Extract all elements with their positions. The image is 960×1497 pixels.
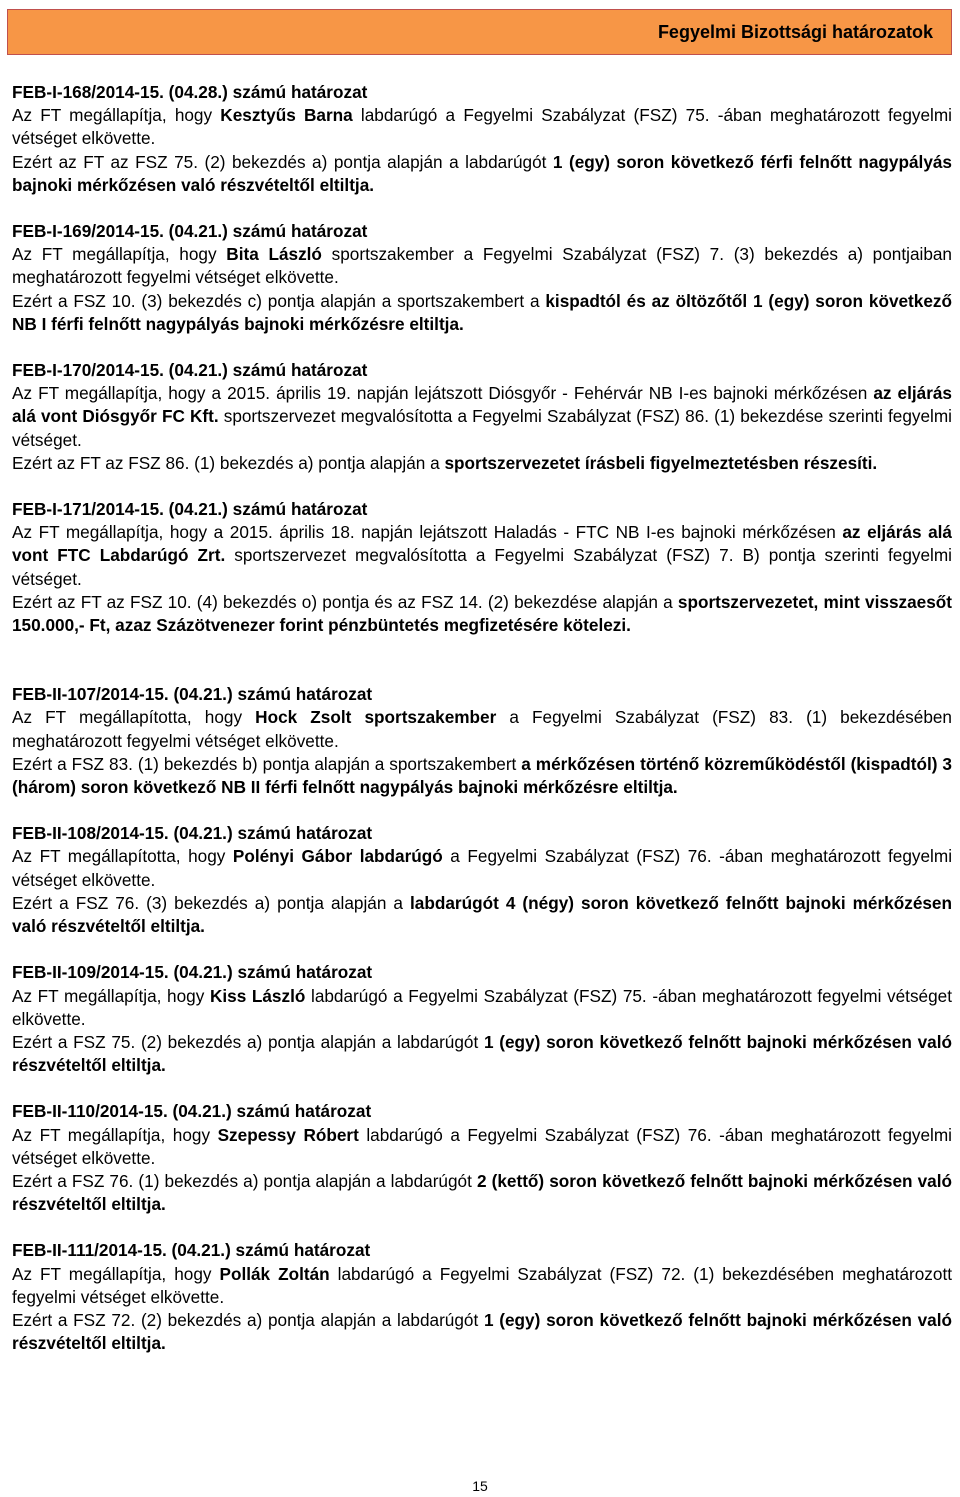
decision-text: Az FT megállapította, hogy xyxy=(12,846,233,867)
page-number: 15 xyxy=(472,1478,488,1494)
decision-text: Ezért az FT az FSZ 75. (2) bekezdés a) pontja alapján a labdarúgót xyxy=(12,151,553,172)
decision-ruling xyxy=(12,1031,952,1077)
decision-text: Az FT megállapítja, hogy xyxy=(12,244,227,265)
decision-text: labdarúgó a Fegyelmi Szabályzat (FSZ) 75. -ában meghatározott fegyelmi vétséget elkövette. xyxy=(12,105,952,149)
decision-text: a Fegyelmi Szabályzat (FSZ) 76. -ában meghatározott fegyelmi vétséget elkövette. xyxy=(12,846,953,890)
decision-number: FEB-II-109/2014-15. (04.21.) számú határozat xyxy=(12,962,373,983)
decision-bold-text: 1 (egy) soron következő felnőtt bajnoki mérkőzésen való részvételtől eltiltja. xyxy=(12,1031,952,1076)
decision-text: labdarúgó a Fegyelmi Szabályzat (FSZ) 76. -ában meghatározott fegyelmi vétséget elkövette. xyxy=(12,1124,953,1168)
decision-bold-text: Bita László xyxy=(226,244,322,265)
decision-bold-text: az eljárás alá vont FTC Labdarúgó Zrt. xyxy=(12,522,952,566)
decision-text: Ezért a FSZ 72. (2) bekezdés a) pontja alapján a labdarúgót xyxy=(12,1309,484,1330)
decision-ruling xyxy=(12,151,952,197)
decision-finding xyxy=(12,845,952,891)
decision-text: Ezért a FSZ 76. (3) bekezdés a) pontja alapján a xyxy=(12,892,410,913)
block-spacer xyxy=(12,1077,952,1100)
decision-block xyxy=(12,1100,952,1216)
decision-text: Ezért a FSZ 76. (1) bekezdés a) pontja alapján a labdarúgót xyxy=(12,1170,477,1191)
decision-number: FEB-I-169/2014-15. (04.21.) számú határozat xyxy=(12,221,368,242)
decision-text: Az FT megállapítja, hogy xyxy=(12,1124,218,1145)
decision-block xyxy=(12,220,952,336)
decision-ruling xyxy=(12,1170,952,1216)
decision-block xyxy=(12,683,952,799)
decision-bold-text: Polényi Gábor labdarúgó xyxy=(232,846,443,867)
decision-finding xyxy=(12,104,952,150)
decision-text: labdarúgó a Fegyelmi Szabályzat (FSZ) 75. -ában meghatározott fegyelmi vétséget elkövette. xyxy=(12,985,952,1029)
decision-block xyxy=(12,498,952,637)
decision-text: labdarúgó a Fegyelmi Szabályzat (FSZ) 72. (1) bekezdésében meghatározott fegyelmi vétséget elkövette. xyxy=(12,1263,952,1307)
decision-block xyxy=(12,1239,952,1355)
decision-text: Ezért az FT az FSZ 10. (4) bekezdés o) pontja és az FSZ 14. (2) bekezdése alapján a xyxy=(12,591,678,612)
decisions-list xyxy=(12,81,952,1355)
decision-number: FEB-I-170/2014-15. (04.21.) számú határozat xyxy=(12,360,368,381)
decision-bold-text: labdarúgót 4 (négy) soron következő felnőtt bajnoki mérkőzésen való részvételtől eltiltja. xyxy=(12,892,952,937)
decision-finding xyxy=(12,521,952,591)
decision-finding xyxy=(12,985,952,1031)
decision-text: Az FT megállapítja, hogy a 2015. április 18. napján lejátszott Haladás - FTC NB I-es bajnoki mérkőzésen xyxy=(12,522,843,543)
decision-bold-text: Kesztyűs Barna xyxy=(220,105,353,126)
decision-number: FEB-I-168/2014-15. (04.28.) számú határozat xyxy=(12,82,368,102)
section-header-banner xyxy=(7,9,952,55)
decision-bold-text: a mérkőzésen történő közreműködéstől (kispadtól) 3 (három) soron következő NB II férfi felnőtt nagypályás bajnoki mérkőzésre eltiltja. xyxy=(12,753,952,798)
decision-finding xyxy=(12,706,952,752)
block-spacer xyxy=(12,197,952,220)
decision-bold-text: 1 (egy) soron következő férfi felnőtt nagypályás bajnoki mérkőzésen való részvételtől eltiltja. xyxy=(12,151,952,195)
decision-text: Az FT megállapítja, hogy xyxy=(12,105,221,126)
decision-number: FEB-I-171/2014-15. (04.21.) számú határozat xyxy=(12,499,368,520)
block-spacer xyxy=(12,475,952,498)
decision-bold-text: az eljárás alá vont Diósgyőr FC Kft. xyxy=(12,383,952,427)
decision-bold-text: Szepessy Róbert xyxy=(217,1124,359,1145)
decision-text: sportszakember a Fegyelmi Szabályzat (FSZ) 7. (3) bekezdés a) pontjaiban meghatározott fegyelmi vétséget elkövette. xyxy=(12,244,952,288)
decision-block xyxy=(12,822,952,938)
decision-bold-text: 2 (kettő) soron következő felnőtt bajnoki mérkőzésen való részvételtől eltiltja. xyxy=(12,1170,952,1215)
block-spacer xyxy=(12,799,952,822)
decision-number: FEB-II-108/2014-15. (04.21.) számú határozat xyxy=(12,823,373,844)
decision-text: Ezért a FSZ 75. (2) bekezdés a) pontja alapján a labdarúgót xyxy=(12,1031,484,1052)
decision-finding xyxy=(12,243,952,289)
decision-finding xyxy=(12,382,952,452)
decision-number: FEB-II-110/2014-15. (04.21.) számú határozat xyxy=(12,1101,372,1122)
decision-text: Az FT megállapítja, hogy xyxy=(12,1263,220,1284)
block-spacer xyxy=(12,336,952,359)
block-spacer xyxy=(12,637,952,683)
decision-text: Az FT megállapítja, hogy xyxy=(12,985,210,1006)
decision-ruling xyxy=(12,1309,952,1355)
block-spacer xyxy=(12,938,952,961)
decision-ruling xyxy=(12,591,952,637)
decision-text: Ezért az FT az FSZ 86. (1) bekezdés a) pontja alapján a xyxy=(12,452,445,473)
decision-text: a Fegyelmi Szabályzat (FSZ) 83. (1) bekezdésében meghatározott fegyelmi vétséget elkövette. xyxy=(12,707,952,751)
decision-bold-text: sportszervezetet írásbeli figyelmeztetésben részesíti. xyxy=(444,452,878,473)
decision-bold-text: kispadtól és az öltözőtől 1 (egy) soron következő NB I férfi felnőtt nagypályás bajnoki mérkőzésre eltiltja. xyxy=(12,290,952,334)
decision-bold-text: sportszervezetet, mint visszaesőt 150.000,- Ft, azaz Százötvenezer forint pénzbüntetés megfizetésére kötelezi. xyxy=(12,591,952,636)
decision-text: Az FT megállapítja, hogy a 2015. április 19. napján lejátszott Diósgyőr - Fehérvár NB I-es bajnoki mérkőzésen xyxy=(12,383,874,404)
decision-finding xyxy=(12,1263,952,1309)
decision-number: FEB-II-111/2014-15. (04.21.) számú határozat xyxy=(12,1240,371,1261)
decision-bold-text: Hock Zsolt sportszakember xyxy=(255,707,497,728)
decision-text: Ezért a FSZ 10. (3) bekezdés c) pontja alapján a sportszakembert a xyxy=(12,290,546,311)
decision-ruling xyxy=(12,452,952,475)
decision-text: sportszervezet megvalósította a Fegyelmi Szabályzat (FSZ) 7. B) pontja szerinti fegyelmi vétséget. xyxy=(12,545,952,589)
decision-ruling xyxy=(12,753,952,799)
decision-block xyxy=(12,359,952,475)
decision-finding xyxy=(12,1124,952,1170)
decision-block xyxy=(12,961,952,1077)
block-spacer xyxy=(12,1216,952,1239)
decision-ruling xyxy=(12,892,952,938)
decision-text: sportszervezet megvalósította a Fegyelmi Szabályzat (FSZ) 86. (1) bekezdése szerinti fegyelmi vétséget. xyxy=(12,406,953,450)
decision-number: FEB-II-107/2014-15. (04.21.) számú határozat xyxy=(12,684,373,705)
section-title: Fegyelmi Bizottsági határozatok xyxy=(657,22,933,42)
decision-bold-text: Kiss László xyxy=(209,985,306,1006)
decision-bold-text: Pollák Zoltán xyxy=(219,1263,330,1284)
decision-ruling xyxy=(12,290,952,336)
decision-text: Az FT megállapította, hogy xyxy=(12,707,256,728)
decision-block xyxy=(12,81,952,197)
decision-bold-text: 1 (egy) soron következő felnőtt bajnoki mérkőzésen való részvételtől eltiltja. xyxy=(12,1309,952,1354)
decision-text: Ezért a FSZ 83. (1) bekezdés b) pontja alapján a sportszakembert xyxy=(12,753,522,774)
